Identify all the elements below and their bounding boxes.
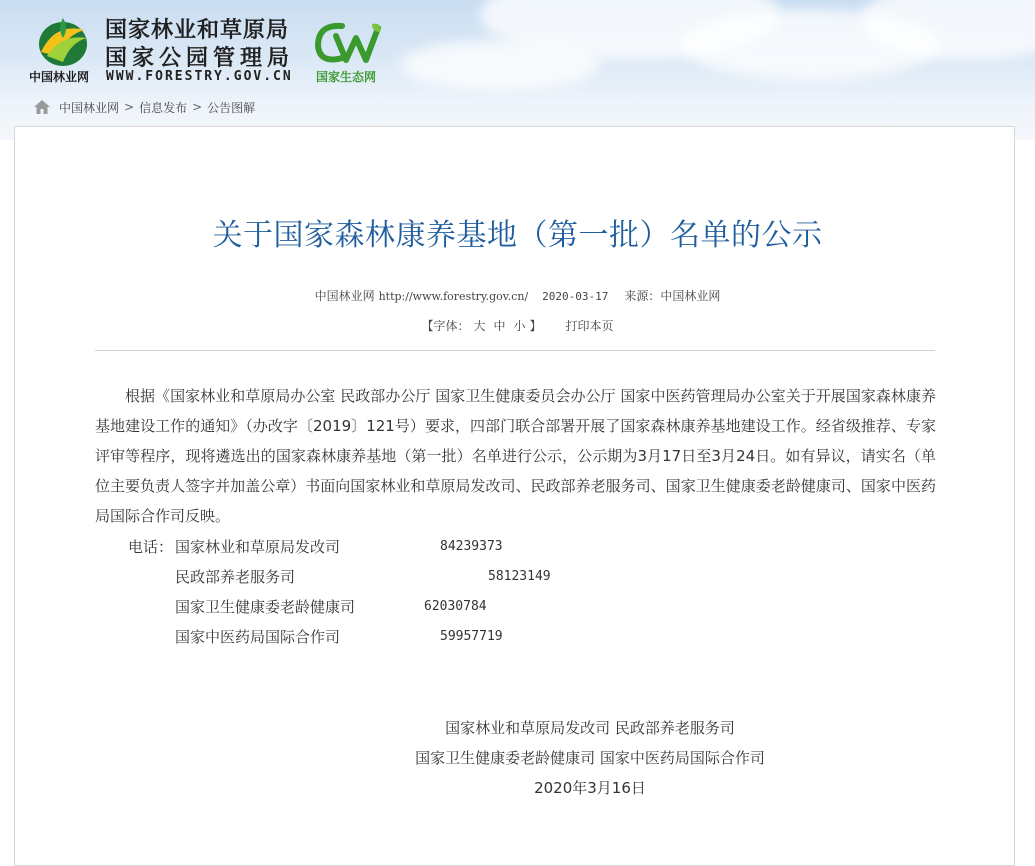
article-paragraph: 根据《国家林业和草原局办公室 民政部办公厅 国家卫生健康委员会办公厅 国家中医药管理局办公室关于开展国家森林康养基地建设工作的通知》（办改字〔2019〕121号）要求，四部门联合部署开展了国家森林康养基地建设工作。经省级推荐、专家评审等程序，现将遴选出的国家森林康养基地（第一批）名单进行公示，公示期为3月17日至3月24日。如有异议，请实名（单位主要负责人签字并加盖公章）书面向国家林业和草原局发改司、民政部养老服务司、国家卫生健康委老龄健康司、国家中医药局国际合作司反映。 — [95, 387, 936, 525]
font-bar-open: 【字体： — [421, 319, 470, 333]
breadcrumb-separator: > — [192, 100, 203, 114]
font-size-large-button[interactable]: 大 — [473, 319, 486, 333]
signature-line-2: 国家卫生健康委老龄健康司 国家中医药局国际合作司 — [415, 749, 765, 767]
forestry-logo-icon[interactable] — [33, 12, 93, 70]
breadcrumb-link-news[interactable]: 信息发布 — [139, 100, 188, 115]
font-size-medium-button[interactable]: 中 — [493, 319, 506, 333]
meta-url: http://www.forestry.gov.cn/ — [378, 290, 529, 303]
phone-label: 电话： — [128, 538, 174, 556]
breadcrumb — [33, 97, 255, 117]
phone-number: 58123149 — [488, 569, 551, 584]
font-bar-close: 】 — [529, 319, 542, 333]
site-header — [0, 0, 1035, 140]
eco-logo-icon[interactable] — [312, 18, 384, 68]
meta-site: 中国林业网 — [314, 289, 375, 303]
article-meta — [0, 287, 1035, 304]
phone-row — [0, 532, 1035, 562]
site-url: WWW.FORESTRY.GOV.CN — [106, 69, 293, 84]
meta-date: 2020-03-17 — [542, 290, 609, 303]
breadcrumb-link-notices[interactable]: 公告图解 — [207, 100, 256, 115]
phone-dept: 国家卫生健康委老龄健康司 — [175, 598, 356, 616]
phone-dept: 国家中医药局国际合作司 — [175, 628, 341, 646]
phone-number: 62030784 — [424, 599, 487, 614]
phone-row — [0, 592, 1035, 622]
font-size-small-button[interactable]: 小 — [513, 319, 526, 333]
print-page-button[interactable]: 打印本页 — [565, 319, 614, 333]
eco-caption: 国家生态网 — [316, 70, 377, 84]
home-icon[interactable] — [33, 99, 51, 115]
logo-caption: 中国林业网 — [29, 70, 90, 84]
phone-row — [0, 562, 1035, 592]
font-size-bar — [0, 317, 1035, 334]
org-name-forestry: 国家林业和草原局 — [105, 18, 290, 43]
breadcrumb-separator: > — [124, 100, 135, 114]
phone-row — [0, 622, 1035, 652]
article-title: 关于国家森林康养基地（第一批）名单的公示 — [212, 218, 823, 253]
meta-divider — [95, 350, 935, 351]
signature-date: 2020年3月16日 — [534, 779, 646, 797]
phone-number: 59957719 — [440, 629, 503, 644]
phone-dept: 国家林业和草原局发改司 — [175, 538, 341, 556]
org-name-parks: 国家公园管理局 — [105, 46, 295, 71]
signature-line-1: 国家林业和草原局发改司 民政部养老服务司 — [445, 719, 735, 737]
breadcrumb-link-home[interactable]: 中国林业网 — [59, 100, 120, 115]
phone-dept: 民政部养老服务司 — [175, 568, 296, 586]
meta-source: 来源：中国林业网 — [624, 289, 721, 303]
phone-number: 84239373 — [440, 539, 503, 554]
